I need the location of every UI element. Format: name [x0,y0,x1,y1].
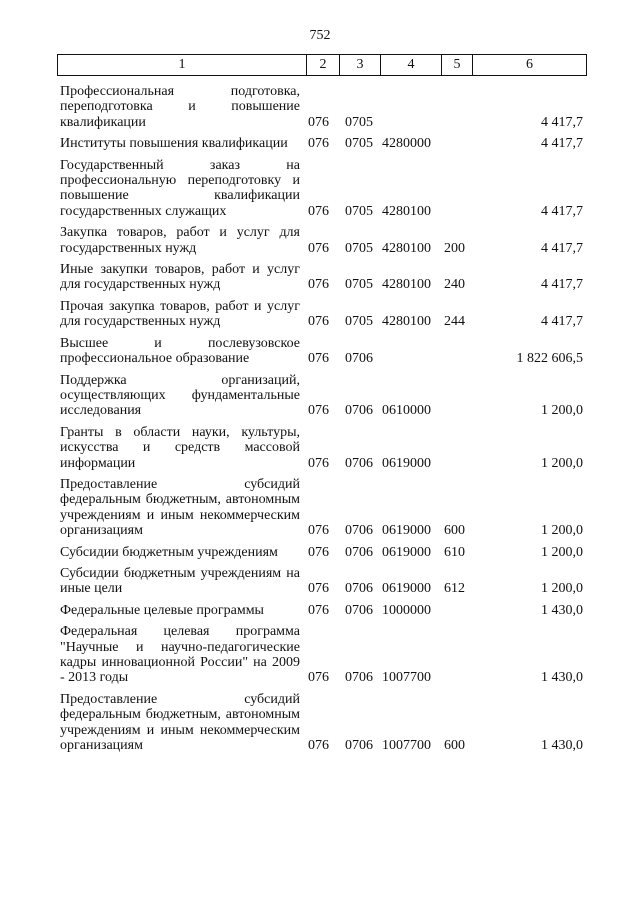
row-section-code: 0705 [345,114,373,130]
row-name: Государственный заказ на профессиональную переподготовку и повышение квалификации государственных служащих [60,157,300,219]
row-target-code: 1000000 [382,602,431,618]
row-ministry-code: 076 [308,403,329,419]
row-section-code: 0706 [345,738,373,754]
row-target-code: 0619000 [382,455,431,471]
row-expense-type: 610 [444,544,465,560]
header-col-2: 2 [307,55,340,75]
row-amount: 4 417,7 [541,277,583,293]
row-target-code: 4280100 [382,240,431,256]
row-section-code: 0705 [345,240,373,256]
row-amount: 1 200,0 [541,581,583,597]
row-name: Профессиональная подготовка, переподготовка и повышение квалификации [60,84,300,130]
row-section-code: 0705 [345,277,373,293]
table-row [0,692,640,754]
row-section-code: 0706 [345,602,373,618]
table-header [57,54,587,76]
row-section-code: 0706 [345,581,373,597]
row-ministry-code: 076 [308,351,329,367]
row-target-code: 0619000 [382,523,431,539]
row-ministry-code: 076 [308,314,329,330]
row-name: Субсидии бюджетным учреждениям [60,544,278,560]
row-ministry-code: 076 [308,602,329,618]
row-name: Федеральная целевая программа "Научные и научно-педагогические кадры инновационной России" на 2009 - 2013 годы [60,624,300,686]
row-name: Высшее и послевузовское профессиональное образование [60,335,300,367]
row-target-code: 0610000 [382,403,431,419]
row-amount: 1 430,0 [541,670,583,686]
row-target-code: 4280100 [382,314,431,330]
row-name: Закупка товаров, работ и услуг для государственных нужд [60,225,300,256]
row-name: Субсидии бюджетным учреждениям на иные цели [60,565,300,597]
table-row [0,477,640,539]
row-name: Поддержка организаций, осуществляющих фундаментальные исследования [60,372,300,419]
row-name: Федеральные целевые программы [60,602,264,618]
table-row [0,624,640,686]
row-amount: 4 417,7 [541,114,583,130]
row-name: Гранты в области науки, культуры, искусства и средств массовой информации [60,424,300,471]
row-name: Предоставление субсидий федеральным бюджетным, автономным учреждениям и иным некоммерческим организациям [60,691,300,754]
row-amount: 1 200,0 [541,403,583,419]
row-ministry-code: 076 [308,544,329,560]
row-section-code: 0705 [345,314,373,330]
row-target-code: 1007700 [382,670,431,686]
row-name: Предоставление субсидий федеральным бюджетным, автономным учреждениям и иным некоммерческим организациям [60,476,300,539]
row-section-code: 0706 [345,403,373,419]
row-expense-type: 600 [444,738,465,754]
row-ministry-code: 076 [308,136,329,152]
row-amount: 1 430,0 [541,738,583,754]
row-ministry-code: 076 [308,277,329,293]
table-row [0,425,640,471]
table-row [0,84,640,130]
row-target-code: 4280100 [382,203,431,219]
header-col-6: 6 [526,57,533,72]
row-expense-type: 240 [444,277,465,293]
header-col-1: 1 [58,55,307,75]
row-amount: 4 417,7 [541,314,583,330]
row-ministry-code: 076 [308,670,329,686]
row-section-code: 0706 [345,455,373,471]
row-amount: 4 417,7 [541,203,583,219]
header-col-5: 5 [442,55,473,75]
row-ministry-code: 076 [308,581,329,597]
row-amount: 1 822 606,5 [516,351,583,367]
row-section-code: 0705 [345,203,373,219]
row-target-code: 0619000 [382,581,431,597]
table-row [0,225,640,256]
table-row [0,545,640,560]
row-amount: 1 200,0 [541,455,583,471]
row-target-code: 1007700 [382,738,431,754]
row-section-code: 0706 [345,670,373,686]
row-ministry-code: 076 [308,523,329,539]
row-name: Институты повышения квалификации [60,136,288,152]
page-number: 752 [309,28,331,43]
row-ministry-code: 076 [308,455,329,471]
row-expense-type: 600 [444,523,465,539]
table-row [0,566,640,597]
table-row [0,158,640,220]
table-row [0,262,640,293]
table-row [0,136,640,151]
row-amount: 4 417,7 [541,240,583,256]
row-ministry-code: 076 [308,240,329,256]
row-ministry-code: 076 [308,203,329,219]
table-row [0,299,640,330]
row-expense-type: 200 [444,240,465,256]
header-col-3: 3 [340,55,381,75]
row-name: Прочая закупка товаров, работ и услуг для государственных нужд [60,298,300,330]
row-expense-type: 612 [444,581,465,597]
row-ministry-code: 076 [308,738,329,754]
table-row [0,373,640,419]
row-section-code: 0706 [345,351,373,367]
row-target-code: 4280100 [382,277,431,293]
row-amount: 4 417,7 [541,136,583,152]
header-col-4: 4 [381,55,442,75]
row-amount: 1 200,0 [541,523,583,539]
row-amount: 1 430,0 [541,602,583,618]
row-ministry-code: 076 [308,114,329,130]
table-row [0,603,640,618]
table-row [0,336,640,367]
row-section-code: 0706 [345,544,373,560]
row-section-code: 0705 [345,136,373,152]
row-section-code: 0706 [345,523,373,539]
table-body [0,84,640,759]
row-expense-type: 244 [444,314,465,330]
row-target-code: 4280000 [382,136,431,152]
row-name: Иные закупки товаров, работ и услуг для государственных нужд [60,262,300,293]
row-amount: 1 200,0 [541,544,583,560]
row-target-code: 0619000 [382,544,431,560]
